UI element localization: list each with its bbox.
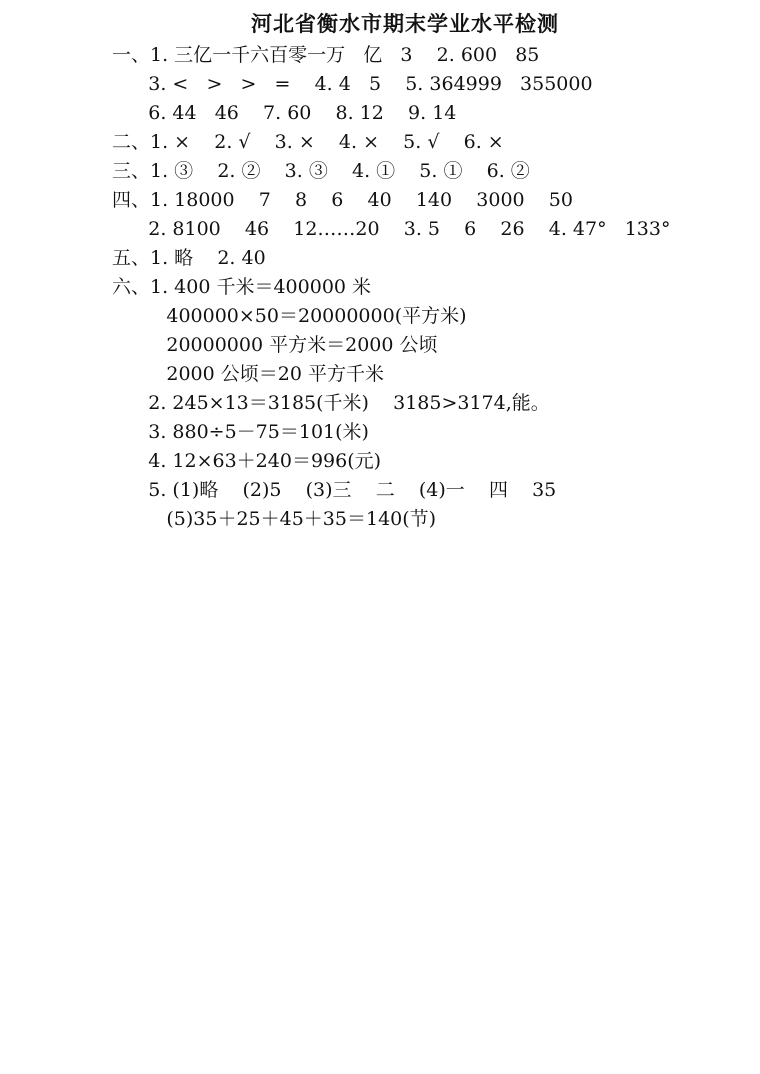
answer-line-4-1: 四、1. 18000 7 8 6 40 140 3000 50 xyxy=(112,189,573,211)
answer-line-6-2: 2. 245×13＝3185(千米) 3185>3174,能。 xyxy=(112,392,550,414)
answer-line-6-1b: 400000×50＝20000000(平方米) xyxy=(112,305,467,327)
answer-line-1-3: 3. < > > = 4. 4 5 5. 364999 355000 xyxy=(112,73,593,95)
answer-line-6-5a: 5. (1)略 (2)5 (3)三 二 (4)一 四 35 xyxy=(112,479,557,501)
answer-line-6-1a: 六、1. 400 千米＝400000 米 xyxy=(112,276,372,298)
answer-line-6-3: 3. 880÷5－75＝101(米) xyxy=(112,421,369,443)
answer-line-6-1c: 20000000 平方米＝2000 公顷 xyxy=(112,334,438,356)
page-title: 河北省衡水市期末学业水平检测 xyxy=(251,12,559,36)
answer-line-5: 五、1. 略 2. 40 xyxy=(112,247,266,269)
answer-line-6-4: 4. 12×63＋240＝996(元) xyxy=(112,450,382,472)
answer-line-1-6: 6. 44 46 7. 60 8. 12 9. 14 xyxy=(112,102,457,124)
answer-line-3: 三、1. ③ 2. ② 3. ③ 4. ① 5. ① 6. ② xyxy=(112,160,530,182)
answer-line-4-2: 2. 8100 46 12……20 3. 5 6 26 4. 47° 133° xyxy=(112,218,671,240)
answer-line-6-1d: 2000 公顷＝20 平方千米 xyxy=(112,363,384,385)
answer-line-1-1: 一、1. 三亿一千六百零一万 亿 3 2. 600 85 xyxy=(112,44,540,66)
answer-line-6-5b: (5)35＋25＋45＋35＝140(节) xyxy=(112,508,437,530)
answer-line-2: 二、1. × 2. √ 3. × 4. × 5. √ 6. × xyxy=(112,131,504,153)
